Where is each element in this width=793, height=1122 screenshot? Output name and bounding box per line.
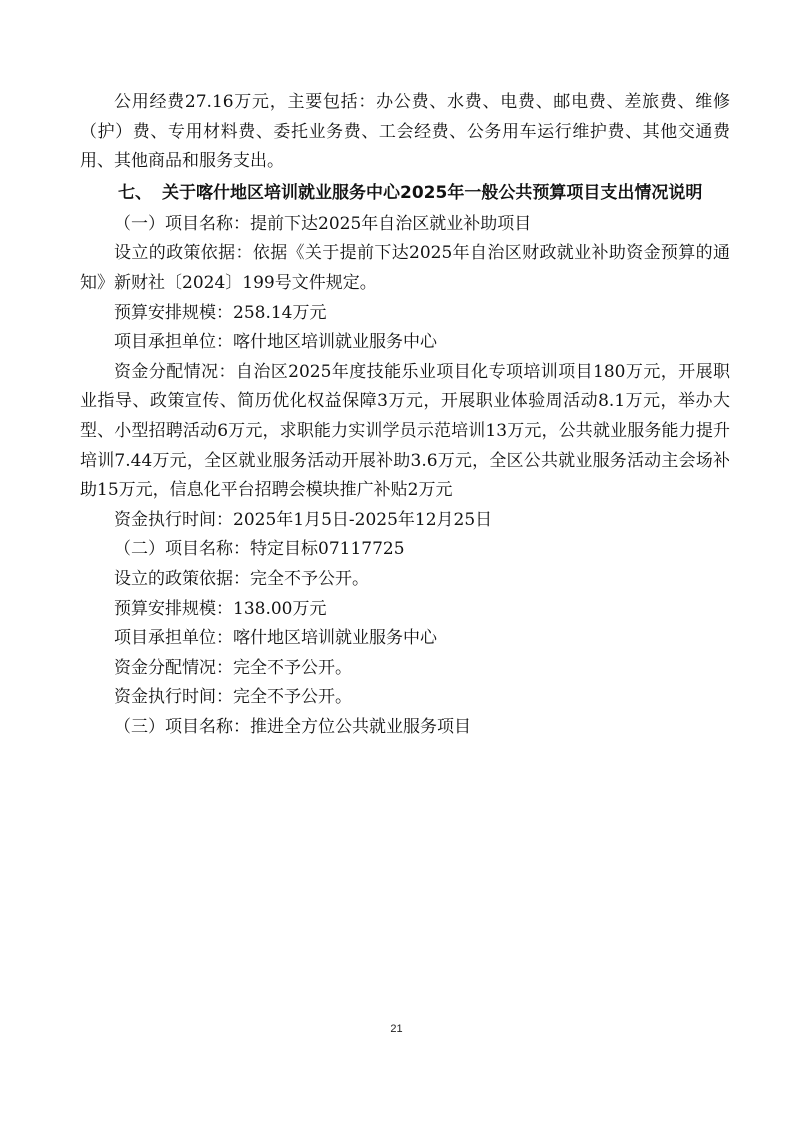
project-1-name: （一）项目名称：提前下达2025年自治区就业补助项目 — [114, 213, 532, 234]
section-title: 关于喀什地区培训就业服务中心2025年一般公共预算项目支出情况说明 — [162, 182, 703, 203]
project-2-name: （二）项目名称：特定目标07117725 — [114, 539, 405, 560]
project-3-name: （三）项目名称：推进全方位公共就业服务项目 — [114, 716, 471, 737]
project-1-budget: 预算安排规模：258.14万元 — [114, 302, 327, 323]
project-1-allocation: 资金分配情况：自治区2025年度技能乐业项目化专项培训项目180万元，开展职业指导、政策宣传、简历优化权益保障3万元，开展职业体验周活动8.1万元，举办大型、小型招聘活动6万元，求职能力实训学员示范培训13万元，公共就业服务能力提升培训7.44万元，全区就业服务活动开展补助3.6万元，全区公共就业服务活动主会场补助15万元，信息化平台招聘会模块推广补贴2万元 — [80, 361, 730, 501]
project-2-execution-time: 资金执行时间：完全不予公开。 — [114, 687, 352, 708]
project-2-allocation: 资金分配情况：完全不予公开。 — [114, 657, 352, 678]
section-number: 七、 — [118, 182, 152, 203]
project-2-budget: 预算安排规模：138.00万元 — [114, 598, 327, 619]
project-1-execution-time: 资金执行时间：2025年1月5日-2025年12月25日 — [114, 509, 493, 530]
paragraph-public-funds: 公用经费27.16万元，主要包括：办公费、水费、电费、邮电费、差旅费、维修（护）费、专用材料费、委托业务费、工会经费、公务用车运行维护费、其他交通费用、其他商品和服务支出。 — [80, 92, 730, 172]
document-body — [80, 88, 730, 742]
project-1-unit: 项目承担单位：喀什地区培训就业服务中心 — [114, 332, 437, 353]
section-heading-7 — [80, 177, 730, 210]
project-2-unit: 项目承担单位：喀什地区培训就业服务中心 — [114, 628, 437, 649]
project-1-policy-basis: 设立的政策依据：依据《关于提前下达2025年自治区财政就业补助资金预算的通知》新财社〔2024〕199号文件规定。 — [80, 243, 730, 293]
project-2-policy-basis: 设立的政策依据：完全不予公开。 — [114, 568, 369, 589]
page-number: 21 — [390, 1023, 403, 1035]
